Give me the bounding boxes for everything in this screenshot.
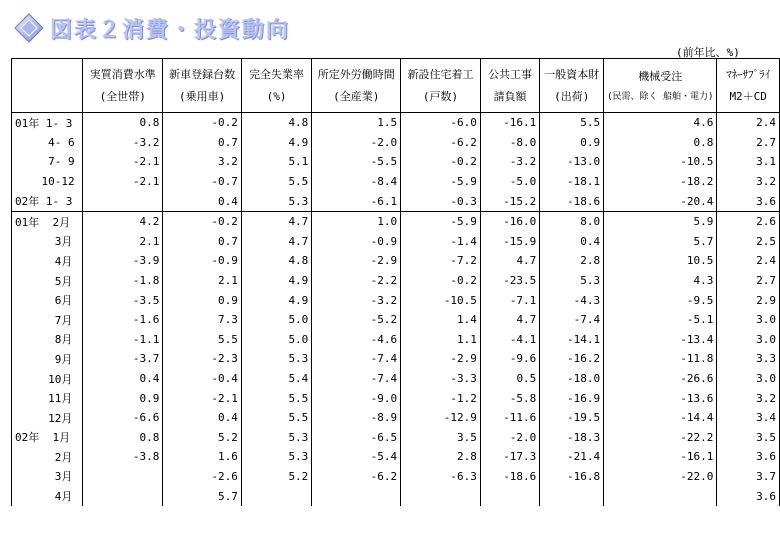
row-label: 2月: [12, 447, 83, 467]
table-cell: 5.1: [241, 152, 311, 172]
table-row: [12, 467, 780, 487]
table-cell: -19.5: [540, 408, 604, 428]
table-cell: 3.1: [717, 152, 780, 172]
table-cell: -2.1: [83, 152, 163, 172]
table-row: [12, 113, 780, 133]
column-header-name: ﾏﾈｰｻﾌﾟﾗｲ: [726, 67, 771, 81]
table-cell: -2.6: [163, 467, 241, 487]
table-cell: [241, 486, 311, 506]
table-cell: 0.5: [480, 369, 539, 389]
table-cell: 8.0: [540, 211, 604, 231]
table-cell: -16.8: [540, 467, 604, 487]
table-cell: -16.2: [540, 349, 604, 369]
table-cell: -3.2: [480, 152, 539, 172]
column-header: [312, 59, 401, 113]
table-cell: -22.2: [604, 428, 717, 448]
table-cell: -7.4: [312, 349, 401, 369]
table-cell: 0.4: [163, 191, 241, 211]
table-cell: 1.0: [312, 211, 401, 231]
table-cell: [604, 486, 717, 506]
table-cell: -13.0: [540, 152, 604, 172]
table-cell: 5.3: [241, 447, 311, 467]
table-cell: 3.3: [717, 349, 780, 369]
unit-note: (前年比、%): [676, 46, 740, 59]
table-cell: -3.2: [312, 290, 401, 310]
table-cell: 5.7: [604, 232, 717, 252]
table-cell: -4.6: [312, 330, 401, 350]
table-cell: -9.0: [312, 388, 401, 408]
table-cell: 5.5: [540, 113, 604, 133]
table-cell: -5.5: [312, 152, 401, 172]
table-cell: 2.7: [717, 133, 780, 153]
table-cell: 3.0: [717, 330, 780, 350]
table-cell: -1.4: [401, 232, 481, 252]
column-header-name: 完全失業率: [249, 67, 305, 81]
table-cell: 5.2: [241, 467, 311, 487]
column-header-name: 新設住宅着工: [407, 67, 474, 81]
table-cell: 5.2: [163, 428, 241, 448]
table-row: [12, 211, 780, 231]
table-cell: 4.9: [241, 133, 311, 153]
table-cell: -6.1: [312, 191, 401, 211]
table-row: [12, 330, 780, 350]
table-cell: -3.3: [401, 369, 481, 389]
table-cell: -16.0: [480, 211, 539, 231]
table-cell: -14.1: [540, 330, 604, 350]
table-cell: 2.7: [717, 271, 780, 291]
table-cell: -8.4: [312, 172, 401, 192]
table-cell: -6.5: [312, 428, 401, 448]
table-cell: -16.1: [480, 113, 539, 133]
table-cell: 4.6: [604, 113, 717, 133]
row-label: 9月: [12, 349, 83, 369]
table-cell: -7.4: [312, 369, 401, 389]
column-header: [83, 59, 163, 113]
table-cell: -0.2: [163, 113, 241, 133]
table-cell: -4.3: [540, 290, 604, 310]
table-row: [12, 310, 780, 330]
table-cell: -22.0: [604, 467, 717, 487]
table-cell: 3.5: [401, 428, 481, 448]
row-label: 3月: [12, 467, 83, 487]
table-cell: -20.4: [604, 191, 717, 211]
table-cell: 0.7: [163, 133, 241, 153]
row-label: 6月: [12, 290, 83, 310]
table-cell: 4.7: [480, 310, 539, 330]
table-cell: -15.2: [480, 191, 539, 211]
table-cell: 5.7: [163, 486, 241, 506]
column-header-sub: (全産業): [333, 89, 380, 103]
column-header-sub: (民需、除く 船舶・電力): [607, 91, 714, 102]
table-cell: -7.2: [401, 251, 481, 271]
table-cell: 2.1: [83, 232, 163, 252]
table-cell: 0.4: [83, 369, 163, 389]
table-cell: -21.4: [540, 447, 604, 467]
table-cell: 2.1: [163, 271, 241, 291]
table-cell: -0.2: [401, 271, 481, 291]
table-cell: -2.1: [83, 172, 163, 192]
table-cell: 5.5: [241, 172, 311, 192]
table-cell: 2.6: [717, 211, 780, 231]
row-label: 4- 6: [12, 133, 83, 153]
table-cell: -16.1: [604, 447, 717, 467]
table-cell: -12.9: [401, 408, 481, 428]
table-cell: -7.4: [540, 310, 604, 330]
table-cell: [83, 467, 163, 487]
table-cell: 5.3: [241, 428, 311, 448]
table-body: [12, 113, 780, 506]
row-label: 7- 9: [12, 152, 83, 172]
table-cell: 4.7: [480, 251, 539, 271]
column-header-sub: (%): [266, 89, 287, 103]
table-cell: -0.4: [163, 369, 241, 389]
table-cell: -5.1: [604, 310, 717, 330]
column-header-sub: (戸数): [422, 89, 459, 103]
table-cell: 2.9: [717, 290, 780, 310]
row-label: 01年 1- 3: [12, 113, 83, 133]
table-cell: 3.5: [717, 428, 780, 448]
table-cell: -14.4: [604, 408, 717, 428]
column-header-sub: M2＋CD: [729, 89, 767, 103]
table-cell: -2.1: [163, 388, 241, 408]
column-header: [163, 59, 241, 113]
table-cell: -23.5: [480, 271, 539, 291]
column-header-name: 一般資本財: [544, 67, 600, 81]
table-cell: -0.3: [401, 191, 481, 211]
header-corner: [12, 59, 83, 113]
table-cell: 5.0: [241, 330, 311, 350]
table-cell: 2.5: [717, 232, 780, 252]
table-cell: -2.9: [312, 251, 401, 271]
table-cell: [480, 486, 539, 506]
table-cell: 4.8: [241, 251, 311, 271]
table-cell: 3.6: [717, 191, 780, 211]
table-cell: -10.5: [604, 152, 717, 172]
table-cell: 0.9: [163, 290, 241, 310]
table-row: [12, 349, 780, 369]
table-cell: -1.2: [401, 388, 481, 408]
table-cell: [401, 486, 481, 506]
table-cell: 4.3: [604, 271, 717, 291]
table-cell: -10.5: [401, 290, 481, 310]
table-row: [12, 388, 780, 408]
table-cell: -1.6: [83, 310, 163, 330]
table-cell: [540, 486, 604, 506]
table-cell: -6.0: [401, 113, 481, 133]
table-cell: -1.1: [83, 330, 163, 350]
diamond-bullet-icon: [14, 13, 44, 43]
table-cell: 0.4: [540, 232, 604, 252]
column-header-sub: 請負額: [493, 89, 527, 103]
table-row: [12, 369, 780, 389]
table-cell: 3.6: [717, 486, 780, 506]
table-cell: -3.5: [83, 290, 163, 310]
table-cell: 1.1: [401, 330, 481, 350]
table-cell: -0.2: [163, 211, 241, 231]
table-cell: -2.0: [312, 133, 401, 153]
table-cell: -8.0: [480, 133, 539, 153]
row-label: 01年 2月: [12, 211, 83, 231]
table-cell: -7.1: [480, 290, 539, 310]
table-cell: -8.9: [312, 408, 401, 428]
column-header: [241, 59, 311, 113]
row-label: 02年 1月: [12, 428, 83, 448]
table-cell: 5.3: [241, 349, 311, 369]
table-row: [12, 408, 780, 428]
row-label: 7月: [12, 310, 83, 330]
table-cell: -5.9: [401, 211, 481, 231]
table-cell: 5.3: [540, 271, 604, 291]
column-header: [540, 59, 604, 113]
column-header-name: 所定外労働時間: [317, 67, 395, 81]
table-cell: -15.9: [480, 232, 539, 252]
table-row: [12, 232, 780, 252]
table-cell: -9.5: [604, 290, 717, 310]
column-header-name: 機械受注: [638, 69, 683, 83]
table-cell: -6.3: [401, 467, 481, 487]
table-cell: -18.1: [540, 172, 604, 192]
row-label: 4月: [12, 486, 83, 506]
header-row: [12, 59, 780, 113]
table-cell: -6.2: [401, 133, 481, 153]
table-row: [12, 251, 780, 271]
column-header: [401, 59, 481, 113]
column-header-sub: (乗用車): [178, 89, 226, 103]
table-cell: -5.9: [401, 172, 481, 192]
table-cell: -3.7: [83, 349, 163, 369]
table-cell: 2.4: [717, 251, 780, 271]
table-cell: 4.2: [83, 211, 163, 231]
table-cell: 4.8: [241, 113, 311, 133]
row-label: 5月: [12, 271, 83, 291]
table-cell: 0.9: [540, 133, 604, 153]
column-header-name: 実質消費水準: [89, 67, 156, 81]
table-cell: 3.4: [717, 408, 780, 428]
table-cell: -6.2: [312, 467, 401, 487]
table-cell: -16.9: [540, 388, 604, 408]
table-row: [12, 290, 780, 310]
column-header: [717, 59, 780, 113]
table-cell: -13.4: [604, 330, 717, 350]
table-cell: -5.2: [312, 310, 401, 330]
table-row: [12, 271, 780, 291]
table-cell: 3.2: [163, 152, 241, 172]
table-cell: -2.0: [480, 428, 539, 448]
table-cell: -2.9: [401, 349, 481, 369]
table-row: [12, 191, 780, 211]
table-cell: 4.9: [241, 271, 311, 291]
table-cell: 3.2: [717, 172, 780, 192]
table-cell: 0.4: [163, 408, 241, 428]
column-header: [480, 59, 539, 113]
table-row: [12, 172, 780, 192]
column-header-sub: (出荷): [554, 89, 590, 103]
table-cell: 5.3: [241, 191, 311, 211]
table-cell: 10.5: [604, 251, 717, 271]
table-cell: 3.6: [717, 447, 780, 467]
table-cell: 5.4: [241, 369, 311, 389]
table-cell: 5.0: [241, 310, 311, 330]
table-row: [12, 152, 780, 172]
table-cell: -18.6: [480, 467, 539, 487]
table-cell: 4.7: [241, 232, 311, 252]
table-cell: -9.6: [480, 349, 539, 369]
table-cell: 2.8: [540, 251, 604, 271]
table-cell: 2.8: [401, 447, 481, 467]
table-cell: 1.4: [401, 310, 481, 330]
row-label: 10月: [12, 369, 83, 389]
table-cell: -2.3: [163, 349, 241, 369]
row-label: 12月: [12, 408, 83, 428]
table-row: [12, 133, 780, 153]
table-cell: 3.0: [717, 369, 780, 389]
table-cell: -0.9: [163, 251, 241, 271]
page-title: 図表２消費・投資動向: [50, 16, 291, 43]
table-row: [12, 447, 780, 467]
table-cell: 5.5: [163, 330, 241, 350]
row-label: 4月: [12, 251, 83, 271]
table-cell: 5.9: [604, 211, 717, 231]
table-cell: -0.7: [163, 172, 241, 192]
row-label: 3月: [12, 232, 83, 252]
table-cell: 0.7: [163, 232, 241, 252]
data-table: [11, 58, 780, 506]
table-cell: -1.8: [83, 271, 163, 291]
table-cell: 4.9: [241, 290, 311, 310]
table-cell: -13.6: [604, 388, 717, 408]
table-cell: -3.9: [83, 251, 163, 271]
table-cell: 5.5: [241, 408, 311, 428]
column-header-sub: (全世帯): [99, 89, 146, 103]
title-area: [14, 8, 290, 48]
table-cell: 0.8: [83, 113, 163, 133]
row-label: 8月: [12, 330, 83, 350]
table-cell: -11.8: [604, 349, 717, 369]
table-cell: 2.4: [717, 113, 780, 133]
table-cell: -5.0: [480, 172, 539, 192]
table-cell: -11.6: [480, 408, 539, 428]
table-cell: [312, 486, 401, 506]
table-cell: -6.6: [83, 408, 163, 428]
table-cell: [83, 486, 163, 506]
table-row: [12, 428, 780, 448]
table-cell: 1.5: [312, 113, 401, 133]
row-label: 10-12: [12, 172, 83, 192]
table-cell: -3.8: [83, 447, 163, 467]
table-cell: 5.5: [241, 388, 311, 408]
column-header-name: 公共工事: [488, 67, 533, 81]
table-cell: -2.2: [312, 271, 401, 291]
row-label: 02年 1- 3: [12, 191, 83, 211]
row-label: 11月: [12, 388, 83, 408]
table-cell: -18.0: [540, 369, 604, 389]
table-cell: 1.6: [163, 447, 241, 467]
table-cell: -18.3: [540, 428, 604, 448]
column-header: [604, 59, 717, 113]
table-cell: -3.2: [83, 133, 163, 153]
table-cell: 7.3: [163, 310, 241, 330]
table-cell: 0.9: [83, 388, 163, 408]
table-cell: -4.1: [480, 330, 539, 350]
table-cell: -18.6: [540, 191, 604, 211]
column-header-name: 新車登録台数: [169, 67, 236, 81]
table-cell: 0.8: [83, 428, 163, 448]
table-cell: -18.2: [604, 172, 717, 192]
table-cell: 4.7: [241, 211, 311, 231]
table-cell: -5.4: [312, 447, 401, 467]
table-cell: -0.9: [312, 232, 401, 252]
table-cell: 0.8: [604, 133, 717, 153]
table-cell: -17.3: [480, 447, 539, 467]
table-cell: [83, 191, 163, 211]
table-cell: -5.8: [480, 388, 539, 408]
table-cell: 3.7: [717, 467, 780, 487]
table-cell: -0.2: [401, 152, 481, 172]
table-cell: -26.6: [604, 369, 717, 389]
table-cell: 3.2: [717, 388, 780, 408]
table-row: [12, 486, 780, 506]
table-cell: 3.0: [717, 310, 780, 330]
